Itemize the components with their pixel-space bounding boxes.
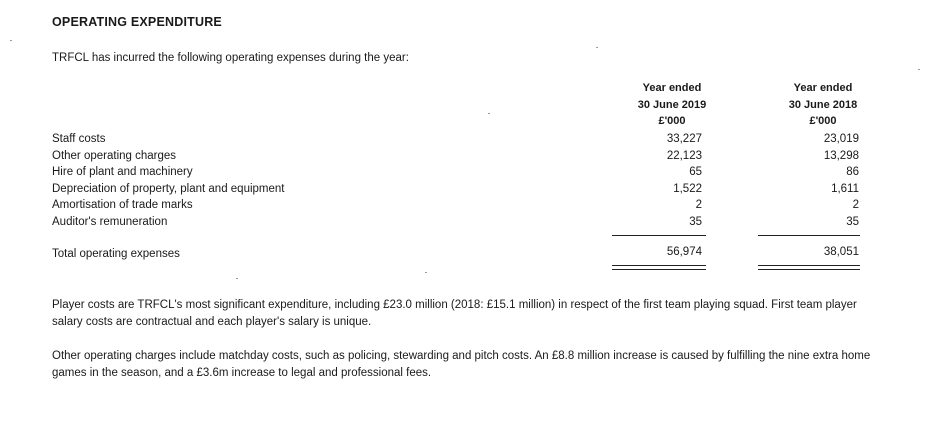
total-label: Total operating expenses xyxy=(52,248,180,260)
intro-text: TRFCL has incurred the following operating expenses during the year: xyxy=(52,52,409,64)
scan-speck xyxy=(488,113,490,114)
scan-speck xyxy=(10,40,12,41)
values-2019 xyxy=(612,131,702,231)
scan-speck xyxy=(596,47,598,48)
scan-speck xyxy=(236,278,238,279)
section-heading: OPERATING EXPENDITURE xyxy=(52,15,222,29)
value-hire-of-plant-2018: 86 xyxy=(846,166,859,179)
total-double-rule-bottom-2019 xyxy=(612,269,706,270)
paragraph-other-charges: Other operating charges include matchday costs, such as policing, stewarding and pitch costs. An £8.8 million increase is caused by fulfilling the nine extra home games in the season, and a £3.6m increase to legal and professional fees. xyxy=(52,350,871,379)
value-auditors-remuneration-2019: 35 xyxy=(689,215,702,228)
paragraph-player-costs: Player costs are TRFCL's most significant expenditure, including £23.0 million (2018: £15.1 million) in respect of the first team playing squad. First team player salary costs are contractual and each player's salary is unique. xyxy=(52,299,857,328)
row-label-depreciation: Depreciation of property, plant and equipment xyxy=(52,182,285,195)
value-staff-costs-2018: 23,019 xyxy=(823,133,859,145)
column-header-unit: £'000 xyxy=(658,115,686,127)
total-double-rule-top-2018 xyxy=(758,265,860,266)
total-double-rule-bottom-2018 xyxy=(758,269,860,270)
row-labels xyxy=(52,131,285,231)
row-label-auditors-remuneration: Auditor's remuneration xyxy=(52,215,168,228)
row-label-staff-costs: Staff costs xyxy=(52,133,106,145)
value-hire-of-plant-2019: 65 xyxy=(689,166,702,179)
scan-speck xyxy=(425,272,427,273)
total-value-2018: 38,051 xyxy=(823,246,859,258)
value-depreciation-2018: 1,611 xyxy=(831,182,859,195)
column-header-line1: Year ended xyxy=(642,82,702,94)
column-header-2018 xyxy=(763,80,883,130)
row-label-amortisation: Amortisation of trade marks xyxy=(52,199,193,212)
scan-speck xyxy=(918,69,920,70)
value-auditors-remuneration-2018: 35 xyxy=(846,215,859,228)
total-value-2019: 56,974 xyxy=(666,246,702,258)
column-header-unit: £'000 xyxy=(809,115,837,127)
column-header-line2: 30 June 2019 xyxy=(637,98,707,111)
row-label-hire-of-plant: Hire of plant and machinery xyxy=(52,166,193,179)
value-amortisation-2018: 2 xyxy=(852,199,859,212)
value-other-operating-charges-2018: 13,298 xyxy=(823,149,859,162)
column-header-line2: 30 June 2018 xyxy=(788,98,858,111)
column-header-2019 xyxy=(612,80,732,130)
row-label-other-operating-charges: Other operating charges xyxy=(52,149,177,162)
value-amortisation-2019: 2 xyxy=(695,199,702,212)
subtotal-rule-2018 xyxy=(758,235,860,236)
subtotal-rule-2019 xyxy=(612,235,706,236)
value-other-operating-charges-2019: 22,123 xyxy=(666,149,702,162)
value-staff-costs-2019: 33,227 xyxy=(666,133,702,145)
column-header-line1: Year ended xyxy=(793,82,853,94)
value-depreciation-2019: 1,522 xyxy=(673,182,702,195)
values-2018 xyxy=(763,131,859,231)
total-double-rule-top-2019 xyxy=(612,265,706,266)
